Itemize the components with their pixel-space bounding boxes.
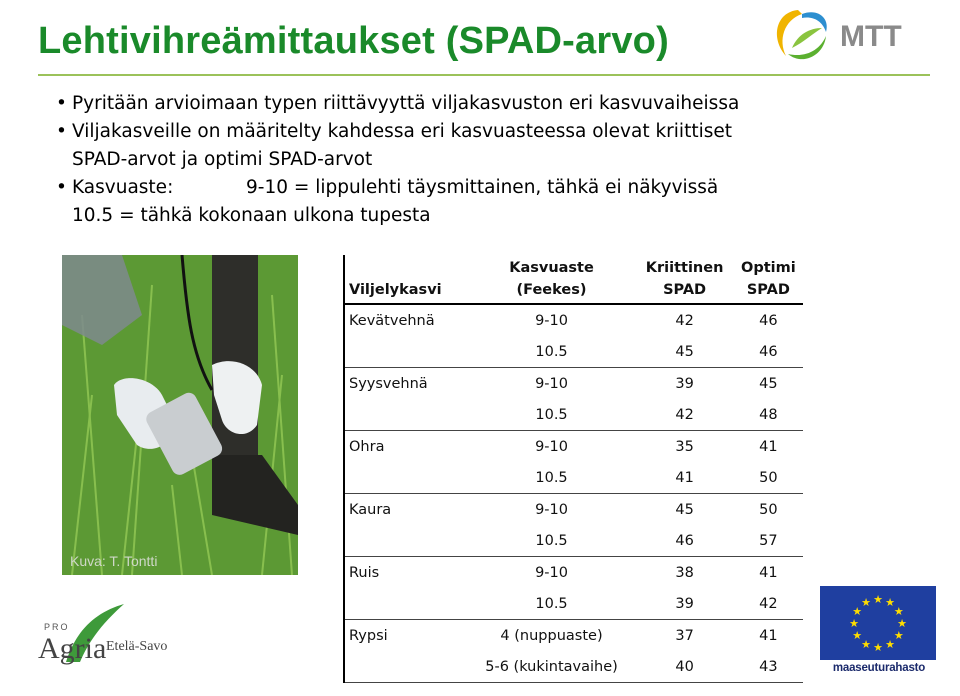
table-row [344,304,803,336]
eu-star-icon: ★ [873,641,883,654]
table-header-row [344,255,803,304]
cell-optimum: 45 [759,375,778,392]
col-header-critical-line1: Kriittinen [645,260,724,276]
proagria-logo [36,600,176,678]
mtt-logo-text: MTT [840,20,902,53]
cell-stage: 9-10 [535,564,568,581]
kasvuaste-line-1: 9-10 = lippulehti täysmittainen, tähkä ei näkyvissä [246,177,719,198]
table-row [344,462,803,494]
col-header-critical [635,255,733,304]
mtt-logo [768,4,948,68]
cell-stage: 5-6 (kukintavaihe) [468,651,636,683]
cell-optimum: 57 [734,525,803,557]
cell-optimum: 50 [734,462,803,494]
eu-fund-text: maaseuturahasto [832,662,926,674]
cell-crop [344,651,468,683]
cell-critical: 38 [675,564,694,581]
cell-optimum: 46 [759,312,778,329]
eu-star-icon: ★ [897,617,907,630]
col-header-stage [468,255,636,304]
cell-optimum: 50 [759,501,778,518]
eu-star-icon: ★ [852,605,863,618]
photo-caption: Kuva: T. Tontti [70,553,158,569]
eu-star-icon: ★ [861,596,871,610]
table-row [344,431,803,463]
cell-optimum: 43 [734,651,803,683]
cell-stage: 9-10 [535,375,568,392]
eu-star-icon: ★ [893,605,904,618]
table-row [344,620,803,652]
cell-crop [344,462,468,494]
cell-critical: 46 [635,525,733,557]
eu-star-icon: ★ [849,617,859,630]
col-header-optimum [734,255,803,304]
bullet-item-kasvuaste [56,174,936,202]
eu-star-icon: ★ [885,637,895,651]
kasvuaste-line-2: 10.5 = tähkä kokonaan ulkona tupesta [72,205,431,226]
table-row [344,525,803,557]
cell-crop: Ohra [344,431,468,463]
cell-crop [344,525,468,557]
cell-critical: 41 [635,462,733,494]
cell-optimum: 46 [734,336,803,368]
table-row [344,368,803,400]
eu-flag-icon [820,586,936,660]
bullet-list [56,90,936,230]
table-row [344,494,803,526]
cell-critical: 39 [675,375,694,392]
cell-stage: 10.5 [468,588,636,620]
cell-crop [344,399,468,431]
spad-table [343,255,803,683]
cell-critical: 45 [675,501,694,518]
col-header-optimum-line2: SPAD [746,282,790,298]
bullet-item: • Pyritään arvioimaan typen riittävyyttä viljakasvuston eri kasvuvaiheissa [56,90,936,118]
col-header-stage-line1: Kasvuaste [509,260,594,276]
kasvuaste-label: Kasvuaste: [72,177,174,198]
col-header-crop: Viljelykasvi [344,255,468,304]
cell-stage: 10.5 [468,462,636,494]
cell-crop: Rypsi [344,620,468,652]
col-header-stage-line2: (Feekes) [516,282,587,298]
eu-star-icon: ★ [852,629,863,642]
table-row [344,651,803,683]
page-title: Lehtivihreämittaukset (SPAD-arvo) [38,20,669,62]
cell-optimum: 41 [759,627,778,644]
proagria-region-text: Etelä-Savo [106,639,168,654]
cell-critical: 45 [635,336,733,368]
cell-stage: 9-10 [535,312,568,329]
mtt-swirl-logo-icon [777,10,827,59]
bullet-item-continuation: SPAD-arvot ja optimi SPAD-arvot [72,149,373,170]
eu-star-icon: ★ [861,637,871,651]
cell-critical: 39 [635,588,733,620]
cell-crop: Kaura [344,494,468,526]
cell-stage: 9-10 [535,501,568,518]
eu-star-icon: ★ [885,596,895,610]
col-header-critical-line2: SPAD [663,282,707,298]
cell-crop [344,336,468,368]
cell-crop: Syysvehnä [344,368,468,400]
field-photo [62,255,298,575]
col-header-optimum-line1: Optimi [741,260,796,276]
cell-optimum: 41 [759,564,778,581]
title-divider [38,74,930,76]
cell-critical: 37 [675,627,694,644]
table-row [344,557,803,589]
cell-critical: 42 [635,399,733,431]
table-row [344,588,803,620]
cell-stage: 9-10 [535,438,568,455]
cell-crop: Kevätvehnä [344,304,468,336]
proagria-pro-text: PRO [44,622,70,632]
cell-stage: 10.5 [468,336,636,368]
eu-star-icon: ★ [873,593,883,606]
cell-optimum: 41 [759,438,778,455]
table-row [344,336,803,368]
eu-rural-fund-logo [820,586,938,678]
eu-star-icon: ★ [893,629,904,642]
cell-stage: 10.5 [468,525,636,557]
cell-stage: 10.5 [468,399,636,431]
cell-optimum: 48 [734,399,803,431]
cell-crop [344,588,468,620]
cell-critical: 35 [675,438,694,455]
cell-stage: 4 (nuppuaste) [500,627,603,644]
cell-critical: 40 [635,651,733,683]
cell-critical: 42 [675,312,694,329]
cell-optimum: 42 [734,588,803,620]
proagria-agria-text: Agria [38,632,107,665]
cell-crop: Ruis [344,557,468,589]
table-row [344,399,803,431]
bullet-item: • Viljakasveille on määritelty kahdessa eri kasvuasteessa olevat kriittiset [56,118,936,146]
